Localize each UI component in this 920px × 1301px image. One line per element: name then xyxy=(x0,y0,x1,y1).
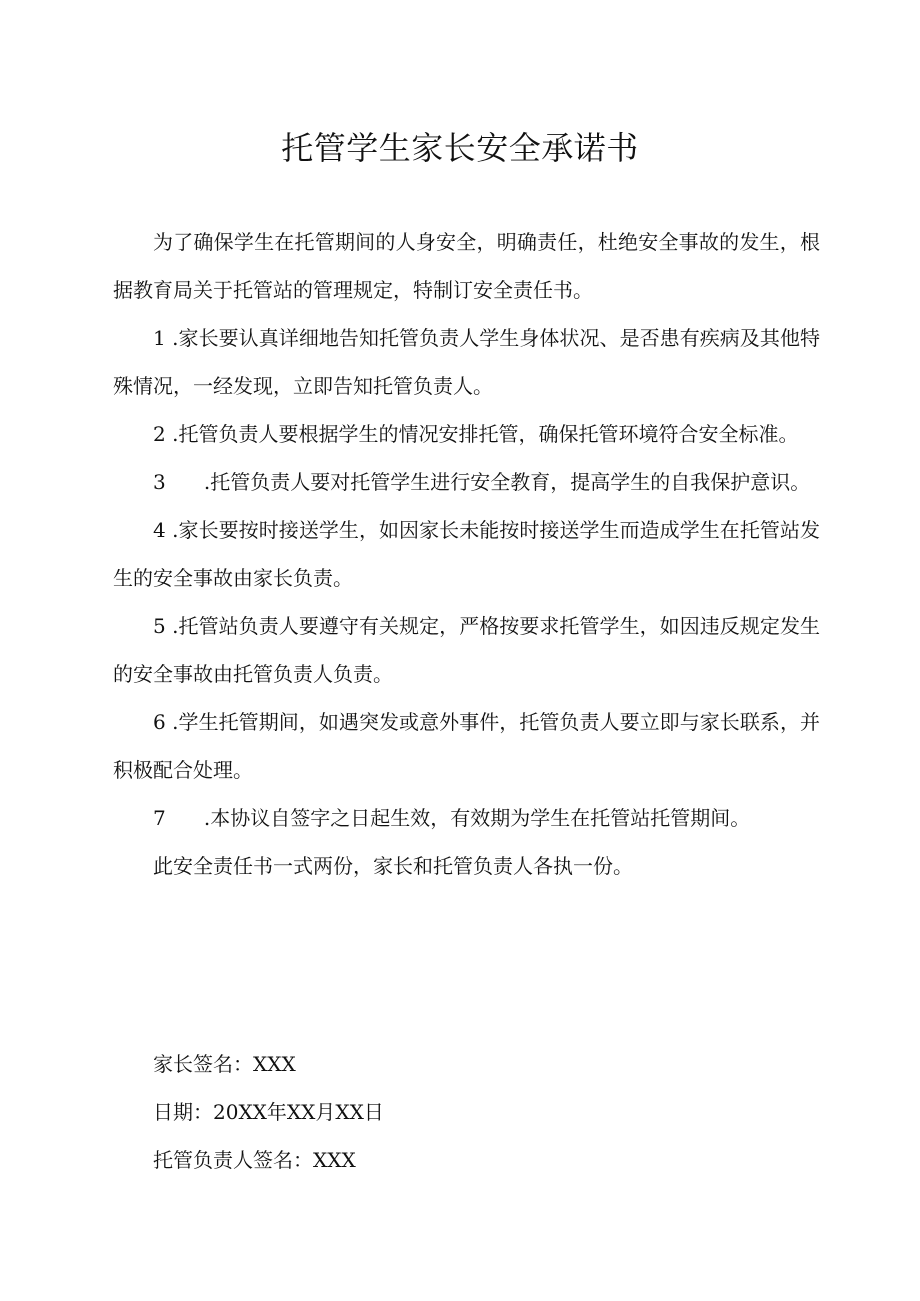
intro-paragraph: 为了确保学生在托管期间的人身安全，明确责任，杜绝安全事故的发生，根据教育局关于托管站的管理规定，特制订安全责任书。 xyxy=(113,230,820,302)
date-line: 日期：20XX年XX月XX日 xyxy=(153,1100,384,1124)
clause-4: 4 .家长要按时接送学生，如因家长未能按时接送学生而造成学生在托管站发生的安全事故由家长负责。 xyxy=(113,518,820,590)
document-body xyxy=(113,218,820,890)
clause-2: 2 .托管负责人要根据学生的情况安排托管，确保托管环境符合安全标准。 xyxy=(153,422,799,446)
manager-signature-line: 托管负责人签名：XXX xyxy=(153,1148,356,1172)
parent-signature-line: 家长签名：XXX xyxy=(153,1052,296,1076)
clause-7: 7 .本协议自签字之日起生效，有效期为学生在托管站托管期间。 xyxy=(153,806,751,830)
clause-3: 3 .托管负责人要对托管学生进行安全教育，提高学生的自我保护意识。 xyxy=(153,470,811,494)
clause-6: 6 .学生托管期间，如遇突发或意外事件，托管负责人要立即与家长联系，并积极配合处理。 xyxy=(113,710,820,782)
clause-1: 1 .家长要认真详细地告知托管负责人学生身体状况、是否患有疾病及其他特殊情况，一经发现，立即告知托管负责人。 xyxy=(113,326,820,398)
closing-paragraph: 此安全责任书一式两份，家长和托管负责人各执一份。 xyxy=(153,854,633,878)
clause-5: 5 .托管站负责人要遵守有关规定，严格按要求托管学生，如因违反规定发生的安全事故由托管负责人负责。 xyxy=(113,614,820,686)
document-title: 托管学生家长安全承诺书 xyxy=(281,129,639,167)
